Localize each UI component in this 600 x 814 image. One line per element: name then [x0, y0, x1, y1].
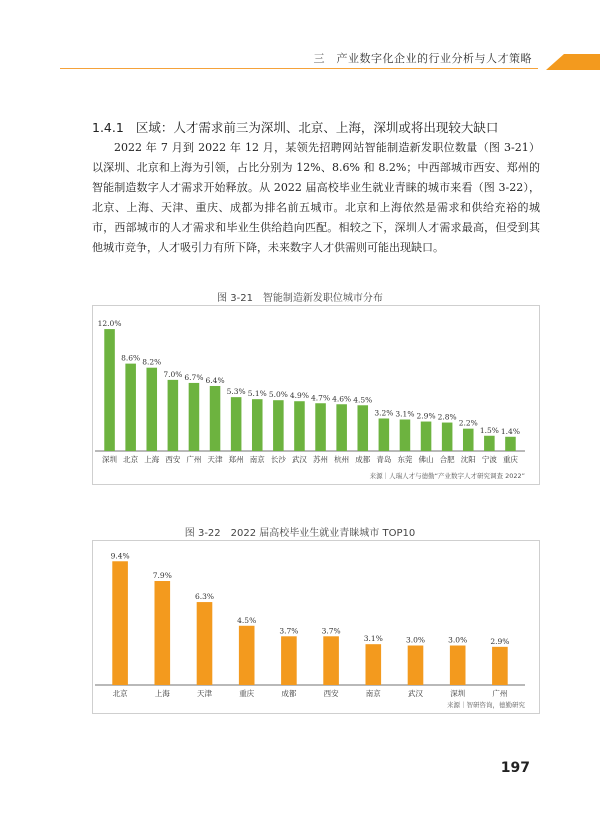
category-label: 武汉 — [408, 689, 423, 698]
figure-3-22-caption: 图 3-22 2022 届高校毕业生就业青睐城市 TOP10 — [184, 528, 416, 539]
header-rule — [60, 68, 538, 69]
data-label: 5.3% — [226, 387, 246, 397]
category-label: 郑州 — [228, 455, 244, 464]
bar-青岛 — [379, 418, 390, 451]
bar-成都 — [357, 405, 368, 451]
graduate-city-bar-chart — [93, 541, 539, 713]
category-label: 佛山 — [418, 455, 434, 464]
data-label: 2.2% — [458, 418, 478, 428]
data-label: 3.1% — [395, 409, 415, 419]
bar-广州 — [189, 383, 200, 451]
bar-南京 — [252, 399, 263, 451]
data-label: 2.8% — [437, 412, 457, 422]
category-label: 广州 — [186, 455, 202, 464]
data-label: 3.7% — [321, 626, 341, 636]
bar-苏州 — [315, 403, 326, 451]
data-label: 4.7% — [311, 393, 331, 403]
category-label: 天津 — [197, 689, 212, 698]
body-paragraph: 2022 年 7 月到 2022 年 12 月，某领先招聘网站智能制造新发职位数量（图 3-21）以深圳、北京和上海为引领，占比分别为 12%、8.6% 和 8.2%；中西部城市西安、郑州的智能制造数字人才需求开始释放。从 2022 届高校毕业生就业青睐的城市来看（图 3-22），北京、上海、天津、重庆、成都为排名前五城市。北京和上海依然是需求和供给充裕的城市，西部城市的人才需求和毕业生供给趋向匹配。相较之下，深圳人才需求最高，但受到其他城市竞争，人才吸引力有所下降，未来数字人才供需则可能出现缺口。 — [92, 141, 540, 254]
bar-西安 — [323, 636, 339, 685]
data-label: 1.4% — [500, 426, 520, 436]
bar-武汉 — [294, 401, 305, 451]
bar-重庆 — [505, 437, 516, 451]
bar-广州 — [492, 647, 508, 685]
data-label: 4.5% — [237, 615, 257, 625]
data-label: 4.5% — [353, 395, 373, 405]
category-label: 深圳 — [450, 689, 466, 698]
category-label: 东莞 — [397, 455, 413, 464]
section-number: 1.4.1 — [92, 120, 124, 135]
category-label: 重庆 — [239, 689, 255, 698]
bar-天津 — [197, 602, 213, 685]
bar-深圳 — [104, 329, 115, 451]
data-label: 6.4% — [205, 375, 225, 385]
data-label: 4.9% — [289, 391, 309, 401]
category-label: 天津 — [207, 455, 223, 464]
bar-成都 — [281, 636, 297, 685]
data-label: 6.3% — [194, 592, 215, 602]
data-label: 12.0% — [97, 319, 122, 329]
category-label: 沈阳 — [460, 455, 476, 464]
source-note: 来源｜人瑞人才与德勤“产业数字人才研究调查 2022” — [369, 472, 525, 480]
category-label: 长沙 — [270, 455, 286, 464]
category-label: 上海 — [144, 455, 160, 464]
data-label: 3.7% — [279, 626, 299, 636]
category-label: 青岛 — [376, 455, 392, 464]
data-label: 4.6% — [332, 394, 352, 404]
data-label: 7.9% — [152, 571, 172, 581]
page-number: 197 — [500, 760, 530, 776]
section-title: 区域：人才需求前三为深圳、北京、上海，深圳或将出现较大缺口 — [135, 120, 499, 135]
data-label: 3.0% — [405, 635, 426, 645]
category-label: 西安 — [165, 455, 181, 464]
bar-重庆 — [239, 626, 255, 685]
category-label: 北京 — [123, 455, 139, 464]
bar-南京 — [365, 644, 381, 685]
data-label: 3.2% — [374, 408, 394, 418]
category-label: 西安 — [323, 689, 339, 698]
bar-上海 — [146, 368, 157, 451]
bar-郑州 — [231, 397, 242, 451]
figure-3-21-chart — [92, 305, 540, 485]
section-heading — [92, 118, 498, 136]
category-label: 南京 — [249, 455, 265, 464]
category-label: 成都 — [281, 689, 297, 698]
data-label: 9.4% — [110, 551, 130, 561]
page-header — [0, 0, 600, 70]
figure-3-22-chart — [92, 540, 540, 714]
category-label: 重庆 — [502, 455, 518, 464]
city-demand-bar-chart — [93, 306, 539, 484]
data-label: 5.1% — [247, 389, 267, 399]
bar-沈阳 — [463, 429, 474, 451]
bar-深圳 — [450, 646, 466, 685]
category-label: 宁波 — [481, 455, 497, 464]
data-label: 3.1% — [363, 634, 383, 644]
bar-长沙 — [273, 400, 284, 451]
category-label: 深圳 — [102, 455, 118, 464]
bar-合肥 — [442, 423, 453, 451]
bar-武汉 — [408, 646, 424, 685]
category-label: 成都 — [355, 455, 371, 464]
bar-西安 — [168, 380, 179, 451]
data-label: 2.9% — [416, 411, 436, 421]
bar-北京 — [112, 561, 128, 685]
data-label: 5.0% — [268, 390, 288, 400]
data-label: 1.5% — [479, 425, 499, 435]
header-accent-tab — [546, 54, 600, 70]
bar-北京 — [125, 364, 136, 451]
bar-佛山 — [421, 422, 432, 451]
bar-天津 — [210, 386, 221, 451]
data-label: 7.0% — [163, 369, 183, 379]
category-label: 合肥 — [439, 455, 455, 464]
category-label: 武汉 — [291, 455, 307, 464]
header-title: 三 产业数字化企业的行业分析与人才策略 — [313, 52, 532, 65]
data-label: 8.2% — [142, 357, 162, 367]
data-label: 3.0% — [448, 635, 468, 645]
bar-上海 — [154, 581, 170, 685]
data-label: 6.7% — [184, 372, 204, 382]
category-label: 上海 — [154, 689, 170, 698]
data-label: 2.9% — [490, 636, 510, 646]
figure-3-21-caption: 图 3-21 智能制造新发职位城市分布 — [217, 293, 383, 304]
category-label: 广州 — [492, 689, 508, 698]
category-label: 杭州 — [334, 455, 350, 464]
bar-宁波 — [484, 436, 495, 451]
data-label: 8.6% — [121, 353, 141, 363]
bar-杭州 — [336, 404, 347, 451]
category-label: 南京 — [365, 689, 381, 698]
bar-东莞 — [400, 420, 411, 452]
source-note: 来源｜智研咨询，德勤研究 — [447, 701, 525, 709]
category-label: 北京 — [112, 689, 128, 698]
category-label: 苏州 — [313, 455, 329, 464]
